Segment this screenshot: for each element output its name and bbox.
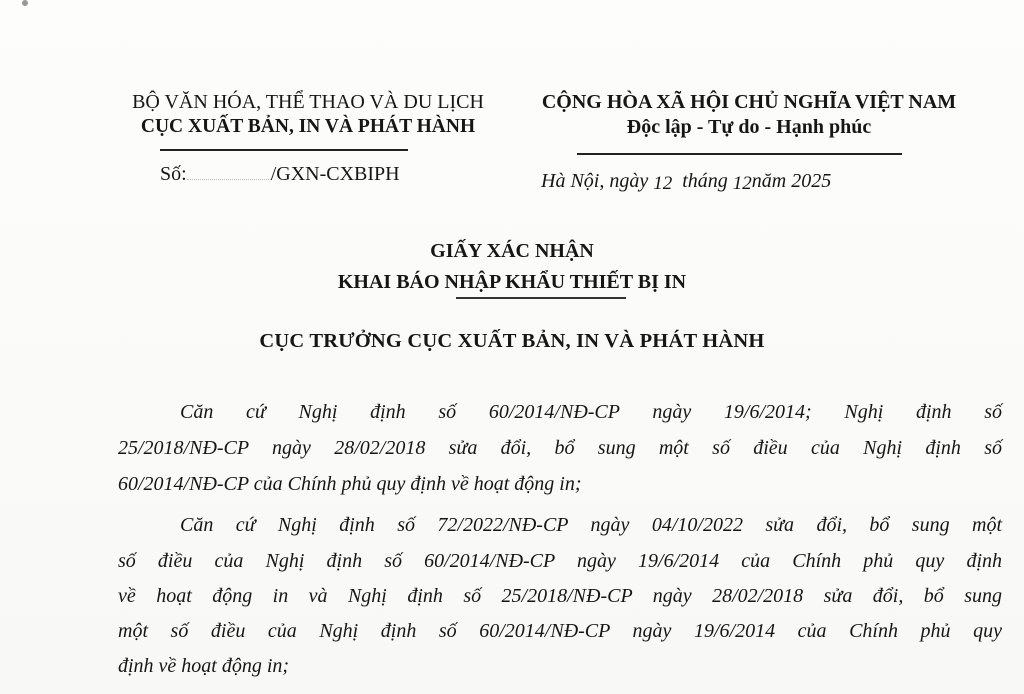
header-right	[524, 90, 974, 140]
date-prefix: Hà Nội, ngày	[541, 170, 649, 192]
paragraph-2-line-3: về hoạt động in và Nghị định số 25/2018/NĐ-CP ngày 28/02/2018 sửa đổi, bổ sung	[118, 585, 1002, 607]
department-name: CỤC XUẤT BẢN, IN VÀ PHÁT HÀNH	[140, 116, 476, 137]
department-underline	[160, 149, 408, 151]
date-year: năm 2025	[751, 170, 832, 192]
date-month: 12	[732, 173, 752, 194]
ministry-name: BỘ VĂN HÓA, THỂ THAO VÀ DU LỊCH	[132, 91, 484, 113]
title-underline	[456, 297, 626, 299]
date-day: 12	[653, 173, 673, 194]
number-blank	[187, 165, 271, 180]
nation-name: CỘNG HÒA XÃ HỘI CHỦ NGHĨA VIỆT NAM	[541, 91, 957, 113]
date-month-label: tháng	[682, 170, 728, 192]
paragraph-1-line-2: 25/2018/NĐ-CP ngày 28/02/2018 sửa đổi, bổ sung một số điều của Nghị định số	[118, 437, 1002, 459]
document-number	[160, 163, 400, 186]
authority-heading: CỤC TRƯỞNG CỤC XUẤT BẢN, IN VÀ PHÁT HÀNH	[259, 330, 765, 352]
document-title-line1: GIẤY XÁC NHẬN	[430, 240, 594, 262]
paragraph-1-line-3: 60/2014/NĐ-CP của Chính phủ quy định về hoạt động in;	[118, 473, 582, 495]
number-suffix: /GXN-CXBIPH	[270, 163, 400, 185]
paragraph-2-line-2: số điều của Nghị định số 60/2014/NĐ-CP ngày 19/6/2014 của Chính phủ quy định	[118, 550, 1002, 572]
document-title-line2: KHAI BÁO NHẬP KHẨU THIẾT BỊ IN	[337, 271, 687, 293]
paragraph-2-line-5: định về hoạt động in;	[118, 655, 290, 677]
scan-mark	[22, 0, 28, 6]
paragraph-2-line-4: một số điều của Nghị định số 60/2014/NĐ-CP ngày 19/6/2014 của Chính phủ quy	[118, 620, 1002, 642]
document-date	[541, 170, 831, 193]
motto-underline	[577, 153, 902, 155]
header-left	[108, 90, 508, 140]
paragraph-2-line-1: Căn cứ Nghị định số 72/2022/NĐ-CP ngày 04/10/2022 sửa đổi, bổ sung một	[180, 514, 1002, 536]
paragraph-1-line-1: Căn cứ Nghị định số 60/2014/NĐ-CP ngày 19/6/2014; Nghị định số	[180, 401, 1002, 423]
number-label: Số:	[160, 163, 187, 185]
national-motto: Độc lập - Tự do - Hạnh phúc	[626, 116, 872, 138]
